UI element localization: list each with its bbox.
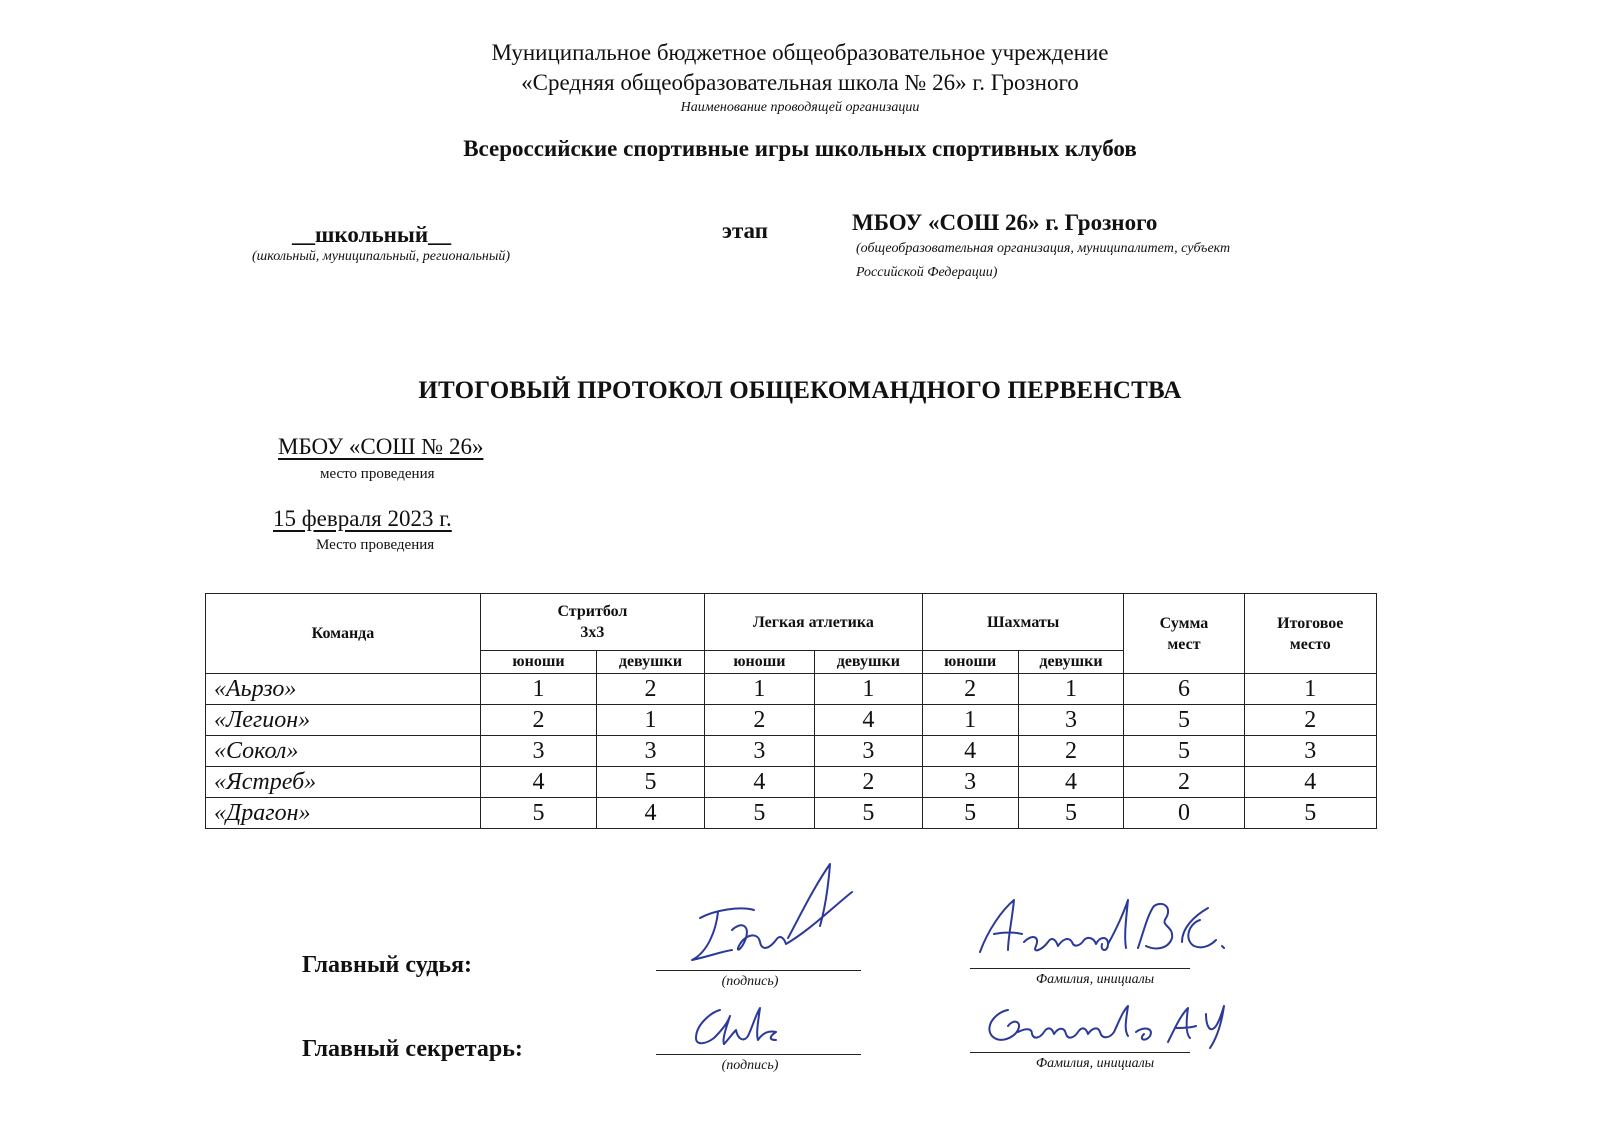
chess-boys-place: 5: [922, 798, 1018, 829]
chief-judge-signature: [680, 860, 880, 980]
chief-secretary-name-handwritten: [978, 996, 1238, 1056]
venue-value: МБОУ «СОШ № 26»: [278, 434, 484, 459]
chief-secretary-name-caption: Фамилия, инициалы: [1035, 1056, 1155, 1071]
athletics-boys-place: 4: [704, 767, 814, 798]
streetball-boys-place: 3: [480, 736, 596, 767]
chief-judge-name-handwritten: [968, 890, 1248, 980]
header-chess: Шахматы: [922, 594, 1124, 651]
table-header-row: [206, 594, 1377, 651]
sum-of-places: 2: [1124, 767, 1244, 798]
chess-boys-place: 1: [922, 705, 1018, 736]
chief-judge-signature-caption: (подпись): [721, 974, 779, 989]
header-streetball-girls: девушки: [597, 651, 705, 674]
stage-hint: (школьный, муниципальный, региональный): [252, 249, 510, 264]
chess-girls-place: 2: [1018, 736, 1124, 767]
organization-name-line1: Муниципальное бюджетное общеобразовательное учреждение: [491, 40, 1109, 65]
stage-organization-hint-line1: (общеобразовательная организация, муниципалитет, субъект: [856, 241, 1231, 256]
chess-girls-place: 1: [1018, 674, 1124, 705]
athletics-boys-place: 3: [704, 736, 814, 767]
chess-boys-place: 3: [922, 767, 1018, 798]
header-streetball-line2: 3х3: [580, 624, 605, 641]
athletics-boys-place: 1: [704, 674, 814, 705]
streetball-girls-place: 1: [597, 705, 705, 736]
streetball-boys-place: 1: [480, 674, 596, 705]
team-name: «Легион»: [206, 705, 481, 736]
header-streetball-line1: Стритбол: [557, 603, 628, 620]
header-final-line2: место: [1289, 635, 1331, 653]
athletics-girls-place: 4: [814, 705, 922, 736]
athletics-girls-place: 5: [814, 798, 922, 829]
chess-girls-place: 5: [1018, 798, 1124, 829]
results-table: [205, 593, 1377, 829]
chess-boys-place: 4: [922, 736, 1018, 767]
streetball-girls-place: 3: [597, 736, 705, 767]
chief-secretary-signature: [690, 1000, 810, 1060]
chief-secretary-signature-caption: (подпись): [721, 1058, 779, 1073]
protocol-title: ИТОГОВЫЙ ПРОТОКОЛ ОБЩЕКОМАНДНОГО ПЕРВЕНСТВА: [418, 377, 1182, 404]
chess-boys-place: 2: [922, 674, 1018, 705]
header-final-place: [1244, 594, 1376, 674]
chief-judge-name-line: [970, 968, 1190, 969]
chief-judge-name-caption: Фамилия, инициалы: [1035, 972, 1155, 987]
sum-of-places: 5: [1124, 705, 1244, 736]
final-place: 5: [1244, 798, 1376, 829]
athletics-girls-place: 2: [814, 767, 922, 798]
chief-secretary-name-line: [970, 1052, 1190, 1053]
stage-organization-hint-line2: Российской Федерации): [856, 265, 998, 280]
streetball-girls-place: 4: [597, 798, 705, 829]
team-name: «Аьрзо»: [206, 674, 481, 705]
final-place: 2: [1244, 705, 1376, 736]
team-name: «Ястреб»: [206, 767, 481, 798]
header-final-line1: Итоговое: [1277, 614, 1344, 632]
date-value: 15 февраля 2023 г.: [273, 506, 452, 531]
chess-girls-place: 3: [1018, 705, 1124, 736]
organization-name-line2: «Средняя общеобразовательная школа № 26» г. Грозного: [521, 70, 1079, 95]
table-row: [206, 798, 1377, 829]
header-chess-girls: девушки: [1018, 651, 1124, 674]
chief-judge-label: Главный судья:: [302, 952, 473, 978]
athletics-girls-place: 1: [814, 674, 922, 705]
team-name: «Драгон»: [206, 798, 481, 829]
chief-secretary-signature-line: [656, 1054, 861, 1055]
chief-judge-signature-line: [656, 970, 861, 971]
streetball-boys-place: 2: [480, 705, 596, 736]
table-row: [206, 674, 1377, 705]
chess-girls-place: 4: [1018, 767, 1124, 798]
venue-caption: место проведения: [320, 466, 435, 482]
header-streetball: [480, 594, 704, 651]
table-row: [206, 767, 1377, 798]
header-team: Команда: [206, 594, 481, 674]
header-athletics-girls: девушки: [814, 651, 922, 674]
sum-of-places: 5: [1124, 736, 1244, 767]
header-sum: [1124, 594, 1244, 674]
team-name: «Сокол»: [206, 736, 481, 767]
date-caption: Место проведения: [316, 537, 435, 553]
header-sum-line2: мест: [1167, 635, 1201, 653]
header-sum-line1: Сумма: [1159, 614, 1209, 632]
final-place: 4: [1244, 767, 1376, 798]
stage-organization: МБОУ «СОШ 26» г. Грозного: [852, 210, 1158, 235]
sum-of-places: 0: [1124, 798, 1244, 829]
final-place: 3: [1244, 736, 1376, 767]
table-row: [206, 736, 1377, 767]
header-streetball-boys: юноши: [480, 651, 596, 674]
organization-note: Наименование проводящей организации: [680, 100, 920, 115]
stage-value: __школьный__: [292, 222, 452, 247]
streetball-girls-place: 5: [597, 767, 705, 798]
stage-label: этап: [722, 218, 768, 243]
streetball-boys-place: 4: [480, 767, 596, 798]
streetball-boys-place: 5: [480, 798, 596, 829]
chief-secretary-label: Главный секретарь:: [302, 1036, 523, 1062]
table-row: [206, 705, 1377, 736]
header-chess-boys: юноши: [922, 651, 1018, 674]
games-title: Всероссийские спортивные игры школьных спортивных клубов: [463, 136, 1137, 161]
athletics-girls-place: 3: [814, 736, 922, 767]
athletics-boys-place: 5: [704, 798, 814, 829]
athletics-boys-place: 2: [704, 705, 814, 736]
streetball-girls-place: 2: [597, 674, 705, 705]
header-athletics: Легкая атлетика: [704, 594, 922, 651]
final-place: 1: [1244, 674, 1376, 705]
header-athletics-boys: юноши: [704, 651, 814, 674]
sum-of-places: 6: [1124, 674, 1244, 705]
